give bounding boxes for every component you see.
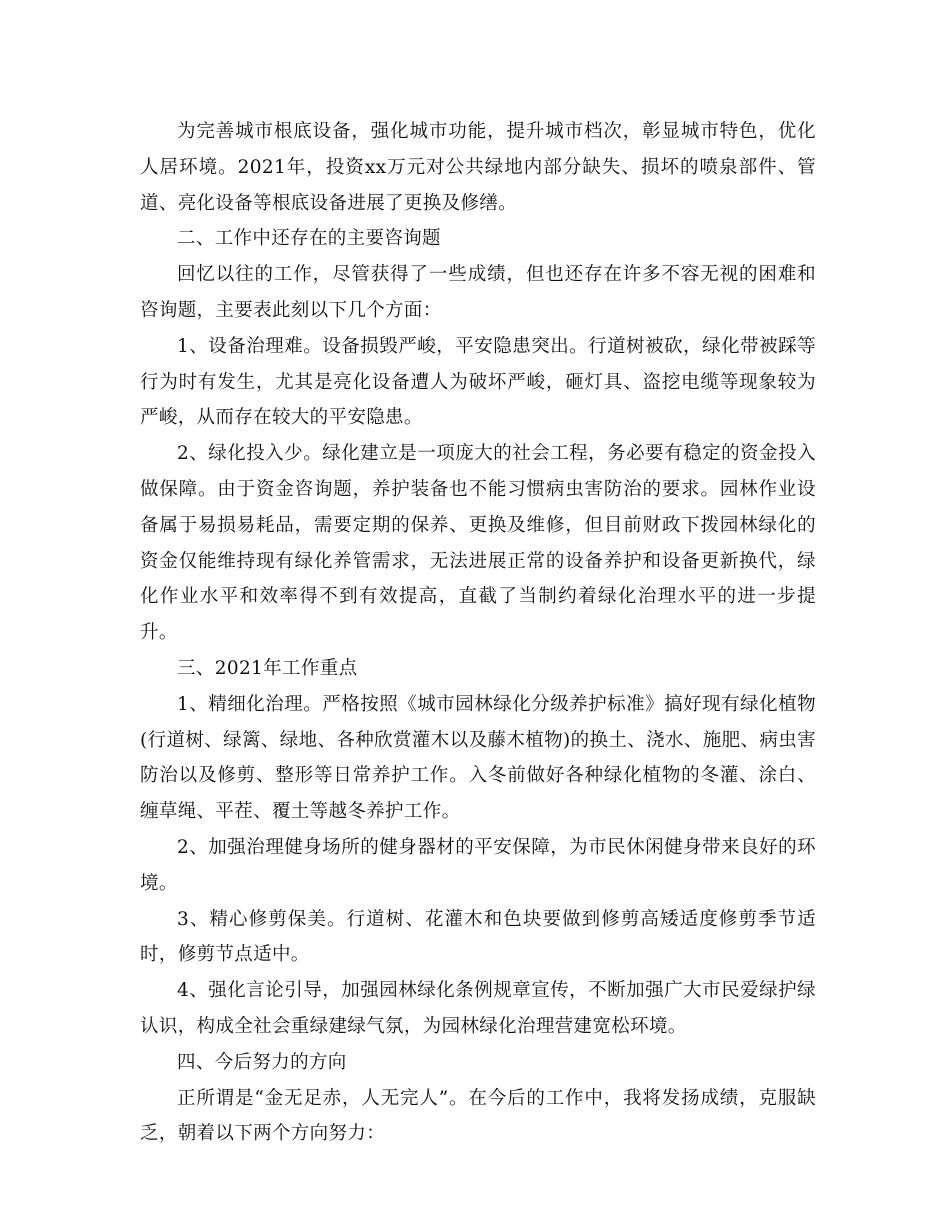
paragraph-priority-publicity: 4、强化言论引导，加强园林绿化条例规章宣传，不断加强广大市民爱绿护绿认识，构成全社会重绿建绿气氛，为园林绿化治理营建宽松环境。 xyxy=(140,980,816,1037)
section-heading-future-direction: 四、今后努力的方向 xyxy=(177,1051,347,1073)
paragraph-future-direction: 正所谓是“金无足赤，人无完人”。在今后的工作中，我将发扬成绩，克服缺乏，朝着以下两个方向努力： xyxy=(140,1087,816,1145)
paragraph-priority-fitness-equipment: 2、加强治理健身场所的健身器材的平安保障，为市民休闲健身带来良好的环境。 xyxy=(140,836,816,894)
paragraph-priority-refined-management: 1、精细化治理。严格按照《城市园林绿化分级养护标准》搞好现有绿化植物(行道树、绿篱、绿地、各种欣赏灌木以及藤木植物)的换土、浇水、施肥、病虫害防治以及修剪、整形等日常养护工作。入冬前做好各种绿化植物的冬灌、涂白、缠草绳、平茬、覆土等越冬养护工作。 xyxy=(140,693,816,823)
paragraph-intro-infrastructure: 为完善城市根底设备，强化城市功能，提升城市档次，彰显城市特色，优化人居环境。2021年，投资xx万元对公共绿地内部分缺失、损坏的喷泉部件、管道、亮化设备等根底设备进展了更换及修缮。 xyxy=(140,121,816,214)
paragraph-problem-investment: 2、绿化投入少。绿化建立是一项庞大的社会工程，务必要有稳定的资金投入做保障。由于资金咨询题，养护装备也不能习惯病虫害防治的要求。园林作业设备属于易损易耗品，需要定期的保养、更换及维修，但目前财政下拨园林绿化的资金仅能维持现有绿化养管需求，无法进展正常的设备养护和设备更新换代，绿化作业水平和效率得不到有效提高，直截了当制约着绿化治理水平的进一步提升。 xyxy=(140,443,816,644)
paragraph-priority-pruning: 3、精心修剪保美。行道树、花灌木和色块要做到修剪高矮适度修剪季节适时，修剪节点适中。 xyxy=(140,908,816,966)
document-body xyxy=(140,114,816,1152)
paragraph-problem-management: 1、设备治理难。设备损毁严峻，平安隐患突出。行道树被砍，绿化带被踩等行为时有发生，尤其是亮化设备遭人为破坏严峻，砸灯具、盗挖电缆等现象较为严峻，从而存在较大的平安隐患。 xyxy=(140,335,816,429)
section-heading-priorities: 三、2021年工作重点 xyxy=(177,657,358,679)
section-heading-problems: 二、工作中还存在的主要咨询题 xyxy=(177,228,441,250)
paragraph-problems-overview: 回忆以往的工作，尽管获得了一些成绩，但也还存在许多不容无视的困难和咨询题，主要表此刻以下几个方面： xyxy=(140,264,816,321)
